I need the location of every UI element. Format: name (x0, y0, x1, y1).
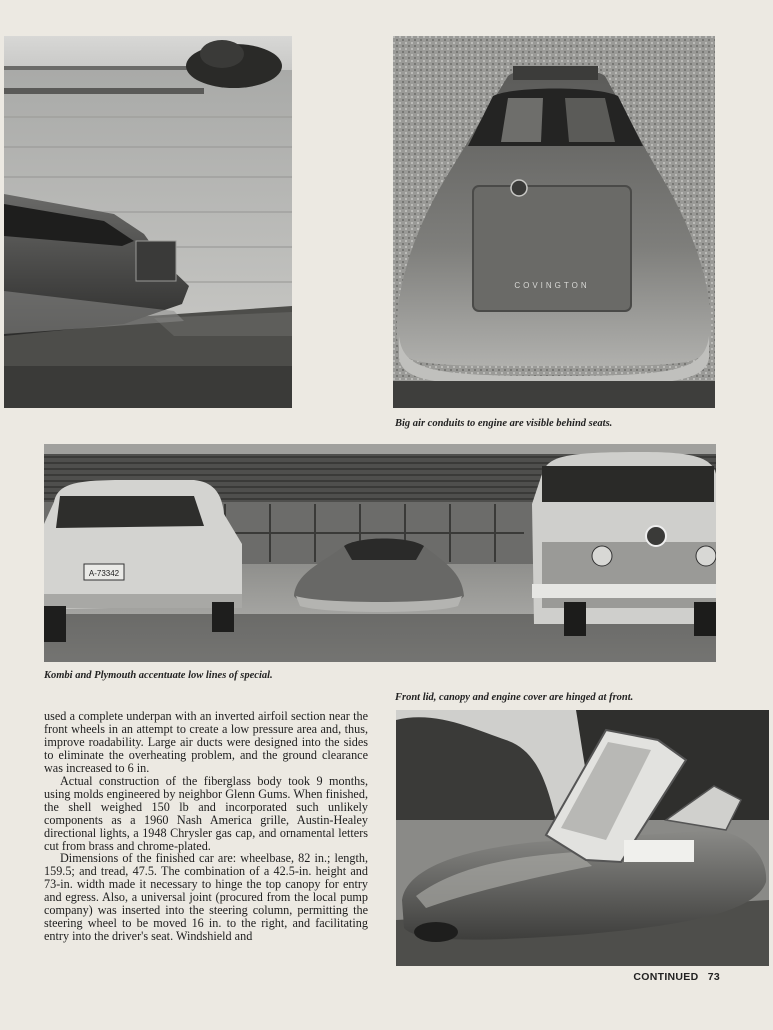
photo-parking-lot-image (44, 444, 716, 662)
continued-label: CONTINUED (633, 971, 699, 983)
rear-lettering: COVINGTON (514, 281, 590, 290)
caption-lids-open: Front lid, canopy and engine cover are hinged at front. (395, 692, 634, 703)
photo-lakeside (4, 36, 292, 408)
photo-rear-view-image (393, 36, 715, 408)
article-body (44, 710, 368, 943)
article-paragraph: Dimensions of the finished car are: wheelbase, 82 in.; length, 159.5; and tread, 47.5. The combination of a 42.5-in. height and 73-in. width made it necessary to hinge the top canopy for entry and egress. Also, a universal joint (procured from the local pump company) was inserted into the steering column, permitting the steering wheel to be moved 16 in. to the right, and facilitating entry into the driver's seat. Windshield and (44, 851, 368, 944)
plate-number: A-73342 (88, 569, 120, 578)
caption-rear-view: Big air conduits to engine are visible behind seats. (395, 418, 613, 429)
article-paragraph: Actual construction of the fiberglass body took 9 months, using molds engineered by neighbor Glenn Gums. When finished, the shell weighed 150 lb and incorporated such unlikely components as a 1960 Nash America grille, Austin-Healey directional lights, a 1948 Chrysler gas cap, and ornamental letters cut from brass and chrome-plated. (44, 773, 368, 853)
caption-parking-lot: Kombi and Plymouth accentuate low lines of special. (44, 670, 273, 681)
photo-lids-open-image (396, 710, 769, 966)
article-paragraph: used a complete underpan with an inverted airfoil section near the front wheels in an attempt to create a low pressure area and, thus, improve roadability. Large air ducts were designed into the sides to eliminate the overheating problem, and the ground clearance was increased to 6 in. (44, 709, 368, 775)
photo-lakeside-image (4, 36, 292, 408)
page-footer (633, 971, 720, 983)
page-number: 73 (707, 971, 720, 983)
photo-lids-open (396, 710, 769, 966)
photo-rear-view (393, 36, 715, 408)
photo-parking-lot (44, 444, 716, 662)
